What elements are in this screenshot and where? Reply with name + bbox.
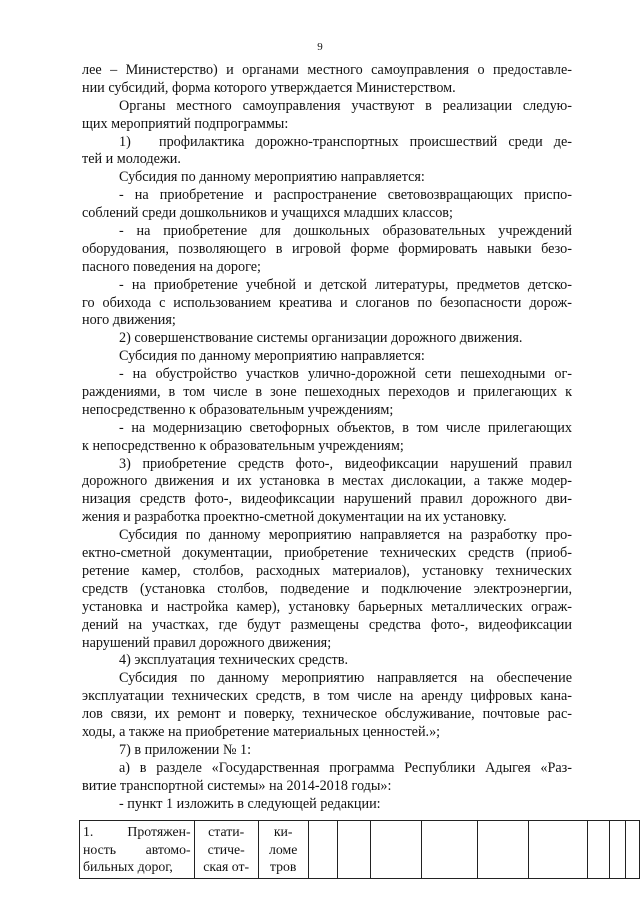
table-cell-source [194, 821, 258, 879]
text-line: Субсидия по данному мероприятию направляется: [119, 348, 425, 365]
table-cell-unit [258, 821, 308, 879]
table-cell [337, 821, 370, 879]
cell-line: стати- [208, 824, 245, 839]
list-item-1 [82, 134, 572, 152]
text-line: Органы местного самоуправления участвуют в реализации следую- [119, 97, 572, 114]
table-cell [588, 821, 610, 879]
text-line: эксплуатации технических средств, в том числе на аренду цифровых кана- [82, 688, 572, 705]
item-text: профилактика дорожно-транспортных происшествий среди де- [159, 133, 572, 150]
text-line: а) в разделе «Государственная программа Республики Адыгея «Раз- [119, 759, 572, 776]
cell-line: ки- [273, 824, 293, 839]
text-line: жения и разработка проектно-сметной документации на их установку. [82, 509, 507, 526]
cell-line: стиче- [207, 841, 245, 857]
text-line: ного движения; [82, 312, 176, 329]
table-cell [626, 821, 640, 879]
text-line: Субсидия по данному мероприятию направляется: [119, 169, 425, 186]
text-line: - на обустройство участков улично-дорожной сети пешеходными ог- [119, 366, 572, 383]
table-cell [477, 821, 529, 879]
text-line: ретение камер, столбов, расходных материалов), установку технических [82, 562, 572, 579]
table-cell-indicator [80, 821, 195, 879]
text-line: нарушений правил дорожного движения; [82, 634, 332, 651]
text-line: к непосредственно к образовательным учреждениям; [82, 437, 404, 454]
text-line: - на приобретение для дошкольных образовательных учреждений [119, 223, 572, 240]
text-line: ходы, а также на приобретение материальных ценностей.»; [82, 723, 441, 740]
text-line: лов связи, их ремонт и поверку, техническое обслуживание, почтовые рас- [82, 706, 572, 723]
text-line: нии субсидий, форма которого утверждается Министерством. [82, 79, 456, 96]
text-line: непосредственно к образовательным учреждениям; [82, 401, 394, 418]
text-line: дений на участках, где будут размещены средства фото-, видеофиксации [82, 616, 572, 633]
text-line: Субсидия по данному мероприятию направляется на обеспечение [119, 670, 572, 687]
cell-line: бильных дорог, [83, 859, 173, 874]
text-line: 4) эксплуатация технических средств. [119, 652, 348, 669]
cell-line: тров [269, 859, 297, 874]
table-cell [529, 821, 588, 879]
cell-line: ность автомо- [83, 841, 191, 857]
text-line: раждениями, в том числе в зоне пешеходных переходов и прилегающих к [82, 384, 572, 401]
text-line: оборудования, позволяющего в игровой форме формировать навыки безо- [82, 240, 572, 257]
text-line: Субсидия по данному мероприятию направляется на разработку про- [119, 527, 572, 544]
text-line: дорожного движения и их установка в местах дислокации, а также модер- [82, 473, 572, 490]
cell-line: 1. Протяжен- [83, 824, 191, 839]
text-line: витие транспортной системы» на 2014-2018 годы»: [82, 777, 392, 794]
table-cell [422, 821, 477, 879]
text-line: 3) приобретение средств фото-, видеофиксации нарушений правил [119, 455, 572, 472]
text-line: 2) совершенствование системы организации дорожного движения. [119, 330, 523, 347]
text-line: соблений среди дошкольников и учащихся младших классов; [82, 205, 453, 222]
table-row [80, 821, 640, 879]
text-line: низация средств фото-, видеофиксации нарушений правил дорожного дви- [82, 491, 572, 508]
text-line: - на модернизацию светофорных объектов, в том числе прилегающих [119, 419, 572, 436]
cell-line: ломе [268, 841, 298, 857]
page-number: 9 [317, 41, 323, 53]
table-cell [308, 821, 337, 879]
text-line: ектно-сметной документации, приобретение технических средств (приоб- [82, 545, 572, 562]
text-line: средств (установка столбов, подведение и подключение электроэнергии, [82, 580, 572, 597]
text-line: 7) в приложении № 1: [119, 741, 252, 758]
text-line: пасного поведения на дороге; [82, 258, 261, 275]
cell-line: ская от- [203, 859, 250, 874]
text-line: го обихода с использованием креатива и слоганов по безопасности дорож- [82, 294, 572, 311]
text-line: щих мероприятий подпрограммы: [82, 115, 289, 132]
text-line: тей и молодежи. [82, 151, 181, 168]
text-line: - на приобретение и распространение световозвращающих приспо- [119, 187, 572, 204]
body-text [82, 62, 572, 813]
indicator-table [79, 820, 640, 879]
text-line: лее – Министерство) и органами местного самоуправления о предоставле- [82, 62, 572, 78]
table-cell [610, 821, 626, 879]
text-line: установка и настройка камер), установку барьерных металлических ограж- [82, 598, 572, 615]
table-cell [370, 821, 422, 879]
text-line: - на приобретение учебной и детской литературы, предметов детско- [119, 276, 572, 293]
text-line: - пункт 1 изложить в следующей редакции: [119, 795, 381, 812]
item-number: 1) [119, 133, 131, 150]
